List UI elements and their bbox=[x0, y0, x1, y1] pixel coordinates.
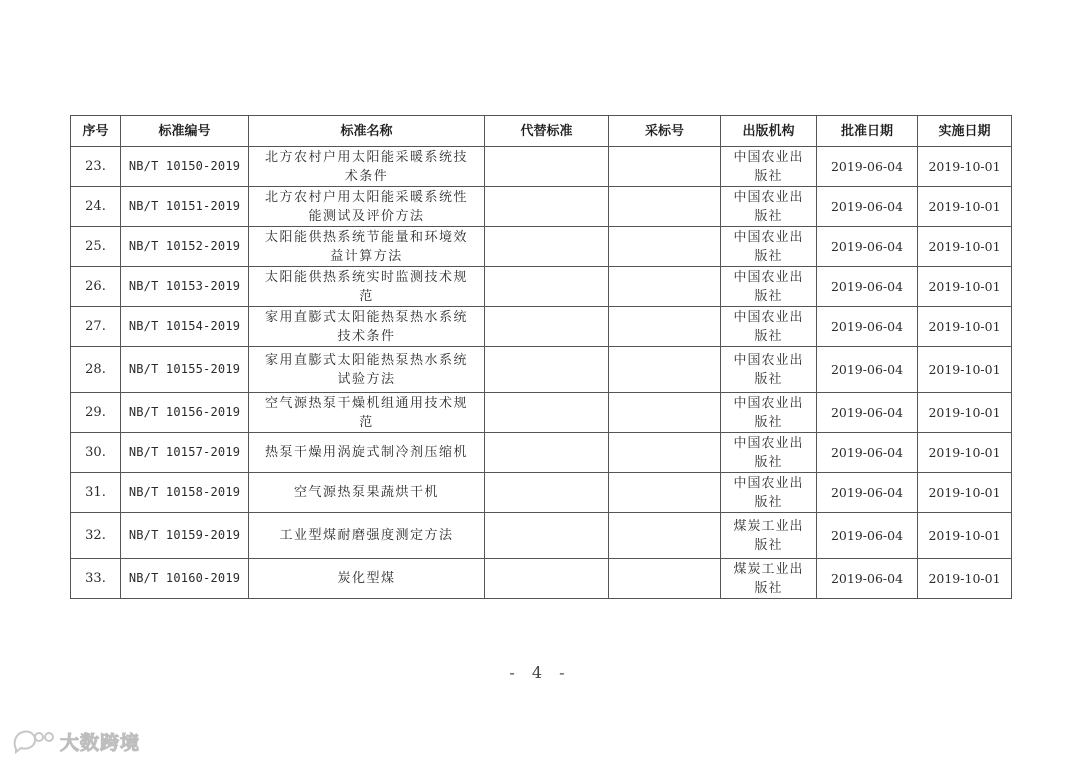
column-header-code: 标准编号 bbox=[121, 116, 249, 147]
cell-publisher: 中国农业出版社 bbox=[721, 473, 817, 513]
column-header-name: 标准名称 bbox=[249, 116, 485, 147]
cell-implement-date: 2019-10-01 bbox=[918, 347, 1012, 393]
watermark-text: 大数跨境 bbox=[60, 732, 141, 754]
cell-code: NB/T 10153-2019 bbox=[121, 267, 249, 307]
cell-name: 北方农村户用太阳能采暖系统技术条件 bbox=[249, 147, 485, 187]
cell-adopt bbox=[609, 267, 721, 307]
cell-implement-date: 2019-10-01 bbox=[918, 227, 1012, 267]
cell-no: 29. bbox=[71, 393, 121, 433]
table-header-row bbox=[71, 116, 1012, 147]
standards-table-container bbox=[70, 115, 1012, 599]
cell-replace bbox=[485, 559, 609, 599]
cell-replace bbox=[485, 187, 609, 227]
cell-approve-date: 2019-06-04 bbox=[817, 347, 918, 393]
table-row bbox=[71, 187, 1012, 227]
table-row bbox=[71, 513, 1012, 559]
cell-publisher: 中国农业出版社 bbox=[721, 347, 817, 393]
cell-code: NB/T 10151-2019 bbox=[121, 187, 249, 227]
cell-adopt bbox=[609, 473, 721, 513]
cell-publisher: 中国农业出版社 bbox=[721, 187, 817, 227]
cell-publisher: 中国农业出版社 bbox=[721, 307, 817, 347]
cell-no: 30. bbox=[71, 433, 121, 473]
table-row bbox=[71, 227, 1012, 267]
cell-replace bbox=[485, 513, 609, 559]
cell-publisher: 煤炭工业出版社 bbox=[721, 513, 817, 559]
cell-adopt bbox=[609, 227, 721, 267]
cell-approve-date: 2019-06-04 bbox=[817, 433, 918, 473]
cell-adopt bbox=[609, 187, 721, 227]
cell-name: 家用直膨式太阳能热泵热水系统试验方法 bbox=[249, 347, 485, 393]
cell-adopt bbox=[609, 393, 721, 433]
watermark bbox=[12, 728, 140, 755]
cell-adopt bbox=[609, 513, 721, 559]
cell-replace bbox=[485, 473, 609, 513]
cell-name: 工业型煤耐磨强度测定方法 bbox=[249, 513, 485, 559]
table-row bbox=[71, 473, 1012, 513]
cell-no: 26. bbox=[71, 267, 121, 307]
cell-implement-date: 2019-10-01 bbox=[918, 267, 1012, 307]
column-header-replace: 代替标准 bbox=[485, 116, 609, 147]
cell-adopt bbox=[609, 307, 721, 347]
cell-implement-date: 2019-10-01 bbox=[918, 433, 1012, 473]
cell-publisher: 中国农业出版社 bbox=[721, 147, 817, 187]
cell-no: 25. bbox=[71, 227, 121, 267]
table-body bbox=[71, 147, 1012, 599]
cell-code: NB/T 10150-2019 bbox=[121, 147, 249, 187]
cell-implement-date: 2019-10-01 bbox=[918, 513, 1012, 559]
cell-code: NB/T 10156-2019 bbox=[121, 393, 249, 433]
cell-adopt bbox=[609, 347, 721, 393]
chat-bubble-logo-icon bbox=[12, 729, 56, 755]
cell-publisher: 煤炭工业出版社 bbox=[721, 559, 817, 599]
cell-code: NB/T 10159-2019 bbox=[121, 513, 249, 559]
cell-code: NB/T 10154-2019 bbox=[121, 307, 249, 347]
column-header-no: 序号 bbox=[71, 116, 121, 147]
cell-code: NB/T 10155-2019 bbox=[121, 347, 249, 393]
cell-adopt bbox=[609, 559, 721, 599]
cell-no: 33. bbox=[71, 559, 121, 599]
cell-adopt bbox=[609, 433, 721, 473]
cell-replace bbox=[485, 267, 609, 307]
cell-approve-date: 2019-06-04 bbox=[817, 227, 918, 267]
cell-code: NB/T 10157-2019 bbox=[121, 433, 249, 473]
cell-replace bbox=[485, 393, 609, 433]
cell-name: 太阳能供热系统实时监测技术规范 bbox=[249, 267, 485, 307]
cell-no: 28. bbox=[71, 347, 121, 393]
cell-approve-date: 2019-06-04 bbox=[817, 187, 918, 227]
cell-implement-date: 2019-10-01 bbox=[918, 187, 1012, 227]
cell-no: 31. bbox=[71, 473, 121, 513]
table-row bbox=[71, 433, 1012, 473]
cell-name: 空气源热泵果蔬烘干机 bbox=[249, 473, 485, 513]
cell-name: 家用直膨式太阳能热泵热水系统技术条件 bbox=[249, 307, 485, 347]
cell-publisher: 中国农业出版社 bbox=[721, 393, 817, 433]
cell-name: 空气源热泵干燥机组通用技术规范 bbox=[249, 393, 485, 433]
cell-approve-date: 2019-06-04 bbox=[817, 559, 918, 599]
column-header-publisher: 出版机构 bbox=[721, 116, 817, 147]
table-row bbox=[71, 347, 1012, 393]
page-number: - 4 - bbox=[509, 663, 571, 682]
cell-no: 32. bbox=[71, 513, 121, 559]
cell-approve-date: 2019-06-04 bbox=[817, 147, 918, 187]
cell-replace bbox=[485, 147, 609, 187]
cell-code: NB/T 10160-2019 bbox=[121, 559, 249, 599]
column-header-adopt: 采标号 bbox=[609, 116, 721, 147]
column-header-approve-date: 批准日期 bbox=[817, 116, 918, 147]
cell-name: 太阳能供热系统节能量和环境效益计算方法 bbox=[249, 227, 485, 267]
cell-approve-date: 2019-06-04 bbox=[817, 513, 918, 559]
cell-name: 炭化型煤 bbox=[249, 559, 485, 599]
cell-no: 24. bbox=[71, 187, 121, 227]
cell-replace bbox=[485, 433, 609, 473]
cell-name: 热泵干燥用涡旋式制冷剂压缩机 bbox=[249, 433, 485, 473]
cell-no: 27. bbox=[71, 307, 121, 347]
cell-implement-date: 2019-10-01 bbox=[918, 307, 1012, 347]
cell-implement-date: 2019-10-01 bbox=[918, 393, 1012, 433]
cell-replace bbox=[485, 347, 609, 393]
cell-approve-date: 2019-06-04 bbox=[817, 267, 918, 307]
column-header-implement-date: 实施日期 bbox=[918, 116, 1012, 147]
cell-publisher: 中国农业出版社 bbox=[721, 267, 817, 307]
cell-name: 北方农村户用太阳能采暖系统性能测试及评价方法 bbox=[249, 187, 485, 227]
table-row bbox=[71, 267, 1012, 307]
table-row bbox=[71, 559, 1012, 599]
cell-code: NB/T 10152-2019 bbox=[121, 227, 249, 267]
cell-replace bbox=[485, 227, 609, 267]
table-row bbox=[71, 393, 1012, 433]
cell-approve-date: 2019-06-04 bbox=[817, 473, 918, 513]
cell-approve-date: 2019-06-04 bbox=[817, 393, 918, 433]
cell-implement-date: 2019-10-01 bbox=[918, 559, 1012, 599]
standards-table bbox=[70, 115, 1012, 599]
cell-implement-date: 2019-10-01 bbox=[918, 147, 1012, 187]
cell-approve-date: 2019-06-04 bbox=[817, 307, 918, 347]
cell-replace bbox=[485, 307, 609, 347]
cell-adopt bbox=[609, 147, 721, 187]
cell-implement-date: 2019-10-01 bbox=[918, 473, 1012, 513]
cell-code: NB/T 10158-2019 bbox=[121, 473, 249, 513]
cell-no: 23. bbox=[71, 147, 121, 187]
cell-publisher: 中国农业出版社 bbox=[721, 227, 817, 267]
table-row bbox=[71, 307, 1012, 347]
cell-publisher: 中国农业出版社 bbox=[721, 433, 817, 473]
table-row bbox=[71, 147, 1012, 187]
